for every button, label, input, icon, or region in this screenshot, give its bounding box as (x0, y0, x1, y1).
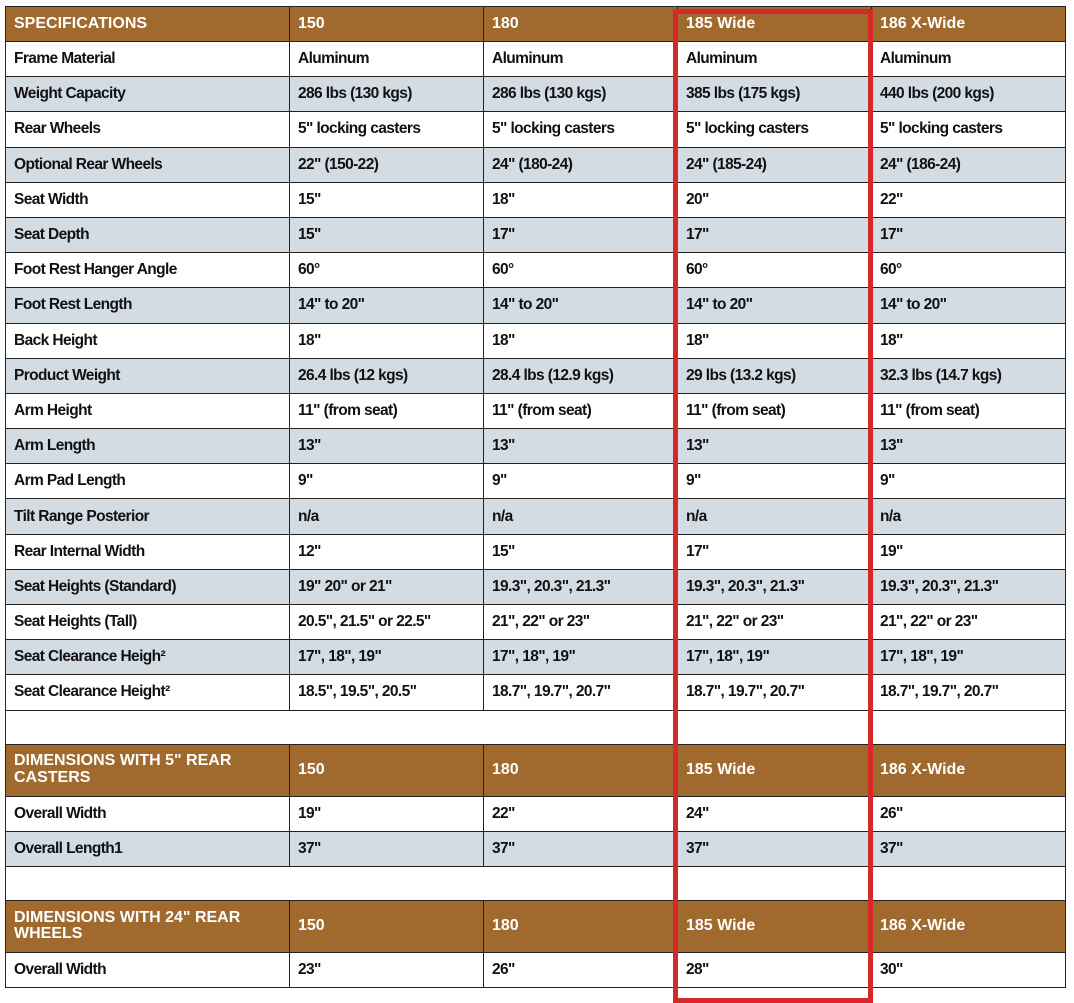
table-row (6, 605, 1066, 640)
cell-value: 24" (185-24) (678, 147, 872, 182)
table-row (6, 323, 1066, 358)
row-label: Seat Clearance Heigh² (6, 640, 290, 675)
spec-sheet (5, 6, 1065, 988)
cell-value: 22" (150-22) (290, 147, 484, 182)
cell-value: 11" (from seat) (290, 393, 484, 428)
cell-value: 24" (186-24) (872, 147, 1066, 182)
cell-value: 19.3", 20.3", 21.3" (872, 569, 1066, 604)
cell-value: 20.5", 21.5" or 22.5" (290, 605, 484, 640)
table-row (6, 42, 1066, 77)
cell-value: 17", 18", 19" (872, 640, 1066, 675)
cell-value: Aluminum (290, 42, 484, 77)
section-title: SPECIFICATIONS (6, 7, 290, 42)
spacer-cell (6, 710, 1066, 744)
table-row (6, 675, 1066, 710)
cell-value: 26" (484, 952, 678, 987)
casters-header (6, 744, 1066, 796)
spacer-row (6, 866, 1066, 900)
row-label: Rear Wheels (6, 112, 290, 147)
cell-value: 14" to 20" (678, 288, 872, 323)
cell-value: 19" (290, 796, 484, 831)
cell-value: 11" (from seat) (678, 393, 872, 428)
cell-value: 17" (872, 217, 1066, 252)
cell-value: 60° (290, 253, 484, 288)
spacer-row (6, 710, 1066, 744)
cell-value: 18" (484, 323, 678, 358)
row-label: Arm Height (6, 393, 290, 428)
cell-value: n/a (484, 499, 678, 534)
cell-value: 18" (872, 323, 1066, 358)
spacer-cell (6, 866, 1066, 900)
cell-value: 286 lbs (130 kgs) (484, 77, 678, 112)
row-label: Tilt Range Posterior (6, 499, 290, 534)
table-row (6, 147, 1066, 182)
cell-value: 18" (484, 182, 678, 217)
column-header: 180 (484, 900, 678, 952)
row-label: Seat Width (6, 182, 290, 217)
cell-value: 32.3 lbs (14.7 kgs) (872, 358, 1066, 393)
column-header: 186 X-Wide (872, 744, 1066, 796)
table-row (6, 393, 1066, 428)
cell-value: 9" (678, 464, 872, 499)
cell-value: 19.3", 20.3", 21.3" (484, 569, 678, 604)
wheels-header (6, 900, 1066, 952)
column-header: 186 X-Wide (872, 900, 1066, 952)
cell-value: 14" to 20" (484, 288, 678, 323)
section-title: DIMENSIONS WITH 24" REAR WHEELS (6, 900, 290, 952)
cell-value: 13" (872, 429, 1066, 464)
cell-value: 18.7", 19.7", 20.7" (678, 675, 872, 710)
table-row (6, 253, 1066, 288)
cell-value: 18" (290, 323, 484, 358)
table-row (6, 640, 1066, 675)
cell-value: 26" (872, 796, 1066, 831)
cell-value: 60° (484, 253, 678, 288)
section-title: DIMENSIONS WITH 5" REAR CASTERS (6, 744, 290, 796)
cell-value: 29 lbs (13.2 kgs) (678, 358, 872, 393)
table-row (6, 499, 1066, 534)
table-row (6, 288, 1066, 323)
cell-value: Aluminum (484, 42, 678, 77)
cell-value: 5" locking casters (872, 112, 1066, 147)
cell-value: 30" (872, 952, 1066, 987)
cell-value: 18.7", 19.7", 20.7" (484, 675, 678, 710)
cell-value: 17", 18", 19" (678, 640, 872, 675)
table-row (6, 569, 1066, 604)
cell-value: 9" (290, 464, 484, 499)
cell-value: Aluminum (678, 42, 872, 77)
row-label: Back Height (6, 323, 290, 358)
cell-value: 18.5", 19.5", 20.5" (290, 675, 484, 710)
column-header: 150 (290, 900, 484, 952)
table-row (6, 112, 1066, 147)
row-label: Foot Rest Hanger Angle (6, 253, 290, 288)
cell-value: 440 lbs (200 kgs) (872, 77, 1066, 112)
cell-value: 12" (290, 534, 484, 569)
cell-value: 21", 22" or 23" (484, 605, 678, 640)
table-row (6, 182, 1066, 217)
row-label: Seat Clearance Height² (6, 675, 290, 710)
cell-value: 22" (484, 796, 678, 831)
row-label: Overall Length1 (6, 831, 290, 866)
row-label: Seat Heights (Standard) (6, 569, 290, 604)
row-label: Seat Depth (6, 217, 290, 252)
cell-value: n/a (678, 499, 872, 534)
cell-value: 23" (290, 952, 484, 987)
cell-value: 15" (484, 534, 678, 569)
column-header: 180 (484, 744, 678, 796)
spec-table (5, 6, 1066, 988)
row-label: Frame Material (6, 42, 290, 77)
cell-value: 21", 22" or 23" (678, 605, 872, 640)
column-header: 185 Wide (678, 900, 872, 952)
cell-value: 11" (from seat) (872, 393, 1066, 428)
cell-value: 15" (290, 217, 484, 252)
cell-value: 37" (484, 831, 678, 866)
cell-value: 22" (872, 182, 1066, 217)
column-header: 186 X-Wide (872, 7, 1066, 42)
cell-value: 11" (from seat) (484, 393, 678, 428)
column-header: 150 (290, 744, 484, 796)
cell-value: 17", 18", 19" (484, 640, 678, 675)
row-label: Weight Capacity (6, 77, 290, 112)
cell-value: 5" locking casters (484, 112, 678, 147)
cell-value: 37" (678, 831, 872, 866)
table-row (6, 464, 1066, 499)
table-row (6, 796, 1066, 831)
column-header: 150 (290, 7, 484, 42)
cell-value: 37" (872, 831, 1066, 866)
table-row (6, 534, 1066, 569)
cell-value: 18.7", 19.7", 20.7" (872, 675, 1066, 710)
row-label: Seat Heights (Tall) (6, 605, 290, 640)
column-header: 180 (484, 7, 678, 42)
table-row (6, 217, 1066, 252)
row-label: Overall Width (6, 952, 290, 987)
spec-table-body (6, 7, 1066, 988)
cell-value: 5" locking casters (678, 112, 872, 147)
cell-value: 24" (180-24) (484, 147, 678, 182)
row-label: Optional Rear Wheels (6, 147, 290, 182)
cell-value: 13" (290, 429, 484, 464)
cell-value: 17", 18", 19" (290, 640, 484, 675)
cell-value: 18" (678, 323, 872, 358)
cell-value: 28" (678, 952, 872, 987)
cell-value: 17" (484, 217, 678, 252)
cell-value: 24" (678, 796, 872, 831)
table-row (6, 831, 1066, 866)
specifications-header (6, 7, 1066, 42)
cell-value: Aluminum (872, 42, 1066, 77)
cell-value: 26.4 lbs (12 kgs) (290, 358, 484, 393)
cell-value: 17" (678, 534, 872, 569)
cell-value: n/a (290, 499, 484, 534)
cell-value: 385 lbs (175 kgs) (678, 77, 872, 112)
table-row (6, 358, 1066, 393)
cell-value: 37" (290, 831, 484, 866)
row-label: Foot Rest Length (6, 288, 290, 323)
cell-value: 20" (678, 182, 872, 217)
table-row (6, 77, 1066, 112)
cell-value: 28.4 lbs (12.9 kgs) (484, 358, 678, 393)
cell-value: 21", 22" or 23" (872, 605, 1066, 640)
cell-value: 19.3", 20.3", 21.3" (678, 569, 872, 604)
row-label: Arm Length (6, 429, 290, 464)
cell-value: 5" locking casters (290, 112, 484, 147)
cell-value: 14" to 20" (872, 288, 1066, 323)
cell-value: 17" (678, 217, 872, 252)
row-label: Rear Internal Width (6, 534, 290, 569)
cell-value: n/a (872, 499, 1066, 534)
row-label: Overall Width (6, 796, 290, 831)
column-header: 185 Wide (678, 7, 872, 42)
cell-value: 9" (484, 464, 678, 499)
cell-value: 19" (872, 534, 1066, 569)
cell-value: 60° (872, 253, 1066, 288)
cell-value: 286 lbs (130 kgs) (290, 77, 484, 112)
cell-value: 15" (290, 182, 484, 217)
table-row (6, 429, 1066, 464)
table-row (6, 952, 1066, 987)
cell-value: 13" (678, 429, 872, 464)
column-header: 185 Wide (678, 744, 872, 796)
row-label: Arm Pad Length (6, 464, 290, 499)
cell-value: 13" (484, 429, 678, 464)
cell-value: 60° (678, 253, 872, 288)
cell-value: 9" (872, 464, 1066, 499)
row-label: Product Weight (6, 358, 290, 393)
cell-value: 14" to 20" (290, 288, 484, 323)
cell-value: 19" 20" or 21" (290, 569, 484, 604)
